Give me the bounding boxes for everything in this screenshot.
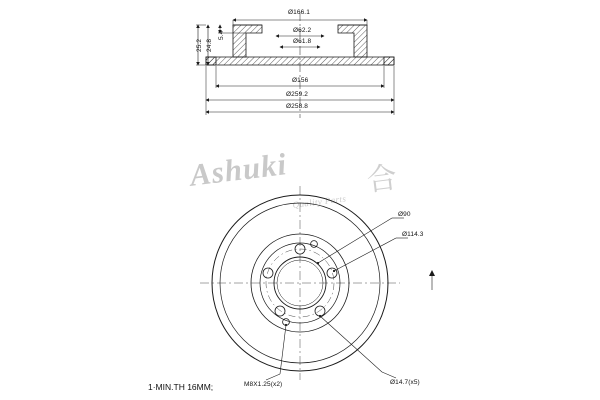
callout-thread: M8X1.25(x2) bbox=[244, 381, 283, 388]
dim-hub-height: 5.4 bbox=[218, 30, 225, 40]
dim-hub-bore-a: Ø62.2 bbox=[293, 27, 312, 34]
dim-thickness-a: 25.2 bbox=[196, 38, 203, 52]
dim-overall-diameter-b: Ø258.8 bbox=[286, 103, 308, 110]
watermark-tagline: Quality Parts bbox=[292, 193, 347, 210]
dim-thickness-b: 24.8 bbox=[206, 38, 213, 52]
dim-pcd-bolt-circle: Ø114.3 bbox=[402, 231, 424, 238]
dim-hub-bore-b: Ø61.8 bbox=[293, 38, 312, 45]
dim-outer-diameter: Ø166.1 bbox=[288, 9, 310, 16]
dim-overall-diameter-a: Ø259.2 bbox=[286, 91, 308, 98]
watermark-brand: Ashuki bbox=[188, 146, 289, 193]
note-minimum-thickness: 1·MIN.TH 16MM; bbox=[148, 382, 214, 392]
callout-bolt-hole: Ø14.7(x5) bbox=[390, 379, 420, 386]
dim-friction-diameter: Ø156 bbox=[292, 77, 309, 84]
dim-pcd-center: Ø90 bbox=[398, 211, 411, 218]
watermark-cjk-glyph: 合 bbox=[364, 160, 400, 199]
